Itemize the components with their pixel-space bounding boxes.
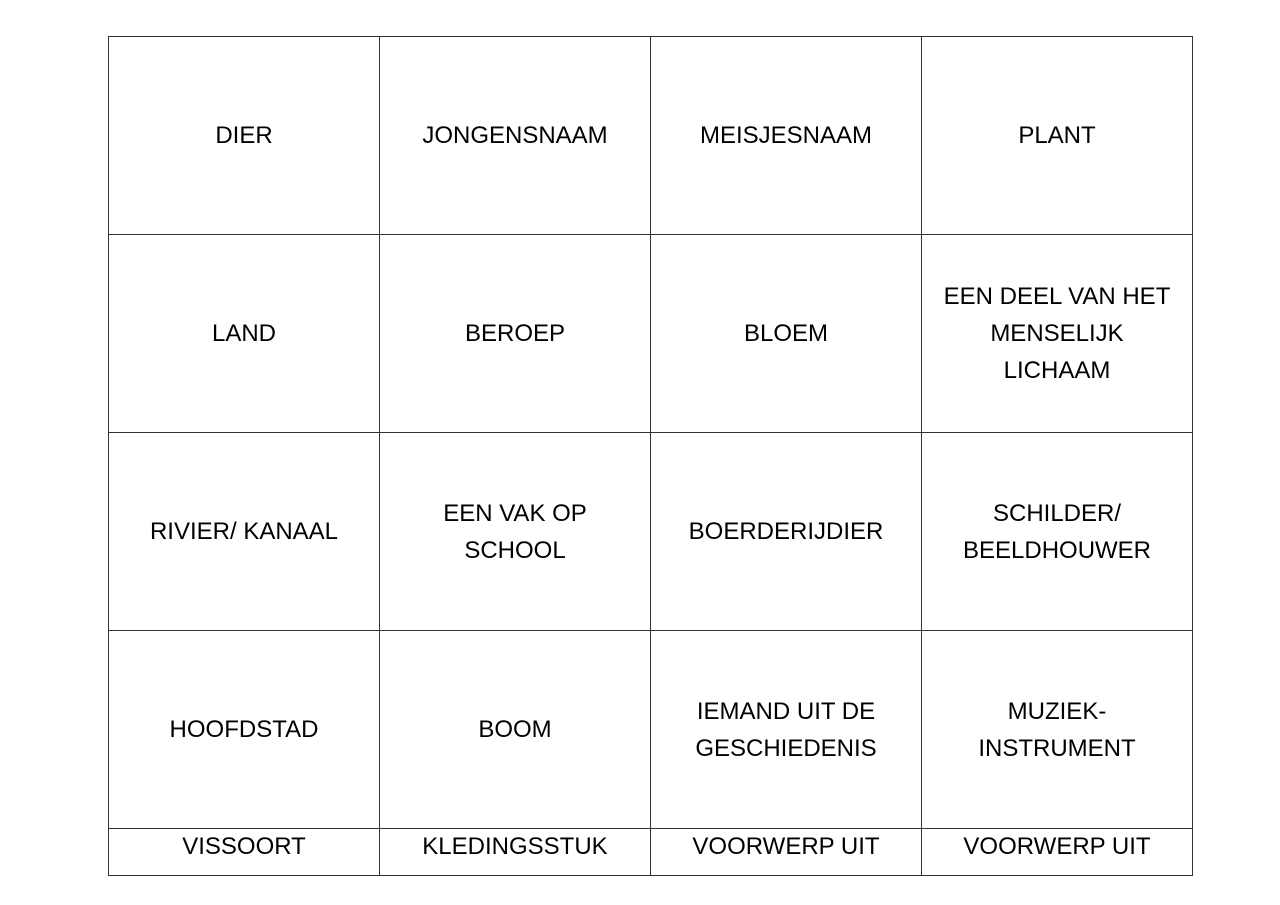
- category-cell: BLOEM: [651, 235, 922, 433]
- category-table: [108, 36, 1193, 876]
- category-cell: DIER: [109, 37, 380, 235]
- table-row: [109, 235, 1193, 433]
- category-cell: BEROEP: [380, 235, 651, 433]
- table-row: [109, 631, 1193, 829]
- category-cell: LAND: [109, 235, 380, 433]
- category-cell: MUZIEK-INSTRUMENT: [922, 631, 1193, 829]
- category-cell: KLEDINGSSTUK: [380, 829, 651, 876]
- table-row: [109, 37, 1193, 235]
- category-cell: BOOM: [380, 631, 651, 829]
- category-cell: HOOFDSTAD: [109, 631, 380, 829]
- category-cell: MEISJESNAAM: [651, 37, 922, 235]
- category-cell: BOERDERIJDIER: [651, 433, 922, 631]
- table-row: [109, 433, 1193, 631]
- category-cell: VOORWERP UIT: [922, 829, 1193, 876]
- category-cell: VISSOORT: [109, 829, 380, 876]
- category-cell: JONGENSNAAM: [380, 37, 651, 235]
- category-cell: IEMAND UIT DE GESCHIEDENIS: [651, 631, 922, 829]
- category-cell: EEN VAK OP SCHOOL: [380, 433, 651, 631]
- category-cell: PLANT: [922, 37, 1193, 235]
- category-cell: SCHILDER/ BEELDHOUWER: [922, 433, 1193, 631]
- table-row: [109, 829, 1193, 876]
- category-cell: VOORWERP UIT: [651, 829, 922, 876]
- category-cell: RIVIER/ KANAAL: [109, 433, 380, 631]
- category-cell: EEN DEEL VAN HET MENSELIJK LICHAAM: [922, 235, 1193, 433]
